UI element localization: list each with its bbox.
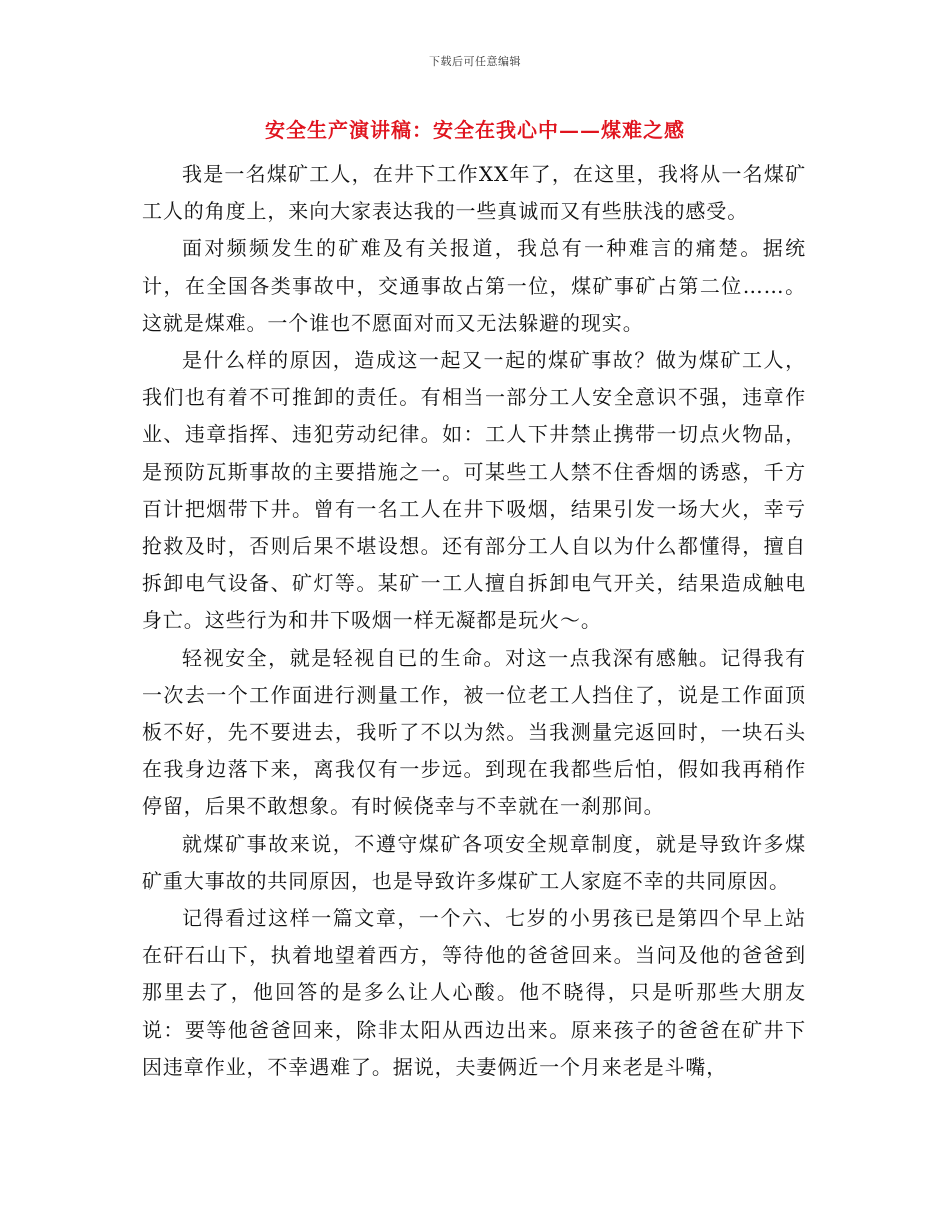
header-note: 下载后可任意编辑 (429, 55, 521, 68)
paragraph-5: 就煤矿事故来说，不遵守煤矿各项安全规章制度，就是导致许多煤矿重大事故的共同原因，也是导致许多煤矿工人家庭不幸的共同原因。 (142, 831, 806, 893)
paragraph-2: 面对频频发生的矿难及有关报道，我总有一种难言的痛楚。据统计，在全国各类事故中，交通事故占第一位，煤矿事矿占第二位……。这就是煤难。一个谁也不愿面对而又无法躲避的现实。 (142, 236, 806, 335)
document-title: 安全生产演讲稿：安全在我心中——煤难之感 (265, 118, 685, 142)
document-body (142, 156, 806, 1086)
paragraph-3: 是什么样的原因，造成这一起又一起的煤矿事故？做为煤矿工人，我们也有着不可推卸的责任。有相当一部分工人安全意识不强，违章作业、违章指挥、违犯劳动纪律。如：工人下井禁止携带一切点火物品，是预防瓦斯事故的主要措施之一。可某些工人禁不住香烟的诱惑，千方百计把烟带下井。曾有一名工人在井下吸烟，结果引发一场大火，幸亏抢救及时，否则后果不堪设想。还有部分工人自以为什么都懂得，擅自拆卸电气设备、矿灯等。某矿一工人擅自拆卸电气开关，结果造成触电身亡。这些行为和井下吸烟一样无凝都是玩火～。 (142, 348, 806, 633)
paragraph-1: 我是一名煤矿工人，在井下工作XX年了，在这里，我将从一名煤矿工人的角度上，来向大家表达我的一些真诚而又有些肤浅的感受。 (142, 162, 806, 224)
paragraph-6: 记得看过这样一篇文章，一个六、七岁的小男孩已是第四个早上站在矸石山下，执着地望着西方，等待他的爸爸回来。当问及他的爸爸到那里去了，他回答的是多么让人心酸。他不晓得，只是听那些大朋友说：要等他爸爸回来，除非太阳从西边出来。原来孩子的爸爸在矿井下因违章作业，不幸遇难了。据说，夫妻俩近一个月来老是斗嘴， (142, 906, 806, 1079)
paragraph-4: 轻视安全，就是轻视自已的生命。对这一点我深有感触。记得我有一次去一个工作面进行测量工作，被一位老工人挡住了，说是工作面顶板不好，先不要进去，我听了不以为然。当我测量完返回时，一块石头在我身边落下来，离我仅有一步远。到现在我都些后怕，假如我再稍作停留，后果不敢想象。有时候侥幸与不幸就在一刹那间。 (142, 645, 806, 819)
